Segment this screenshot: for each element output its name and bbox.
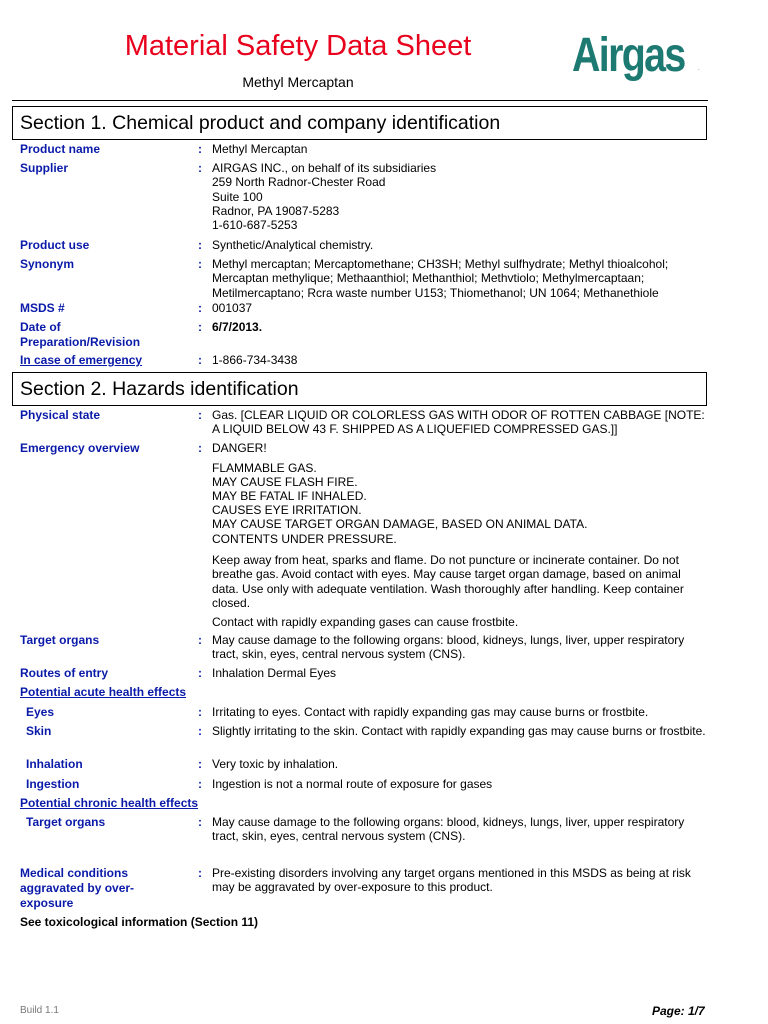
acute-skin-value: Slightly irritating to the skin. Contact with rapidly expanding gas may cause burns or frostbite. [212, 724, 706, 738]
hazard-statement: FLAMMABLE GAS. [212, 461, 317, 475]
frostbite-statement: Contact with rapidly expanding gases can cause frostbite. [212, 615, 519, 629]
colon: : [198, 866, 202, 880]
logo-registered-mark: . [698, 66, 700, 72]
colon: : [198, 408, 202, 422]
hazard-statement: CAUSES EYE IRRITATION. [212, 503, 362, 517]
acute-ingestion-label: Ingestion [26, 777, 80, 791]
section-1-heading [12, 106, 707, 140]
acute-skin-label: Skin [26, 724, 52, 738]
acute-inhalation-value: Very toxic by inhalation. [212, 757, 339, 771]
acute-eyes-label: Eyes [26, 705, 55, 719]
supplier-phone: 1-610-687-5253 [212, 218, 298, 232]
routes-of-entry-label: Routes of entry [20, 666, 109, 680]
date-of-preparation-label: Date of Preparation/Revision [20, 320, 141, 349]
colon: : [198, 815, 202, 829]
colon: : [198, 257, 202, 271]
header-rule [12, 100, 708, 101]
product-name-value: Methyl Mercaptan [212, 142, 308, 156]
msds-number-value: 001037 [212, 301, 253, 315]
physical-state-label: Physical state [20, 408, 101, 422]
supplier-address-line3: Radnor, PA 19087-5283 [212, 204, 340, 218]
physical-state-value: Gas. [CLEAR LIQUID OR COLORLESS GAS WITH ODOR OF ROTTEN CABBAGE [NOTE: A LIQUID BELOW 43 F. SHIPPED AS A LIQUEFIED COMPRESSED GAS.]] [212, 408, 705, 437]
colon: : [198, 666, 202, 680]
acute-ingestion-value: Ingestion is not a normal route of exposure for gases [212, 777, 493, 791]
signal-word: DANGER! [212, 441, 267, 455]
product-use-value: Synthetic/Analytical chemistry. [212, 238, 374, 252]
emergency-overview-label: Emergency overview [20, 441, 140, 455]
colon: : [198, 353, 202, 367]
hazard-statement: MAY CAUSE FLASH FIRE. [212, 475, 358, 489]
hazard-statement: MAY BE FATAL IF INHALED. [212, 489, 367, 503]
colon: : [198, 301, 202, 315]
target-organs-value: May cause damage to the following organs: blood, kidneys, lungs, liver, upper respiratory tract, skin, eyes, central nervous system (CNS). [212, 633, 685, 662]
product-use-label: Product use [20, 238, 90, 252]
routes-of-entry-value: Inhalation Dermal Eyes [212, 666, 337, 680]
synonym-value: Methyl mercaptan; Mercaptomethane; CH3SH; Methyl sulfhydrate; Methyl thioalcohol; Mercaptan methylique; Methaanthiol; Methanthiol; Methvtiolo; Methylmercaptaan; Metilmercaptano; Rcra waste number U153; Thiomethanol; UN 1064; Methanethiole [212, 257, 669, 300]
see-toxicological-info: See toxicological information (Section 11) [20, 915, 259, 929]
synonym-label: Synonym [20, 257, 75, 271]
acute-health-effects-link[interactable]: Potential acute health effects [20, 685, 187, 699]
target-organs-label: Target organs [20, 633, 100, 647]
section-2-heading-text: Section 2. Hazards identification [20, 378, 299, 400]
colon: : [198, 757, 202, 771]
acute-eyes-value: Irritating to eyes. Contact with rapidly expanding gas may cause burns or frostbite. [212, 705, 649, 719]
acute-inhalation-label: Inhalation [26, 757, 83, 771]
document-title: Material Safety Data Sheet [124, 30, 472, 62]
colon: : [198, 777, 202, 791]
page-number: Page: 1/7 [652, 1004, 705, 1018]
date-of-preparation-value: 6/7/2013. [212, 320, 263, 334]
section-1-heading-text: Section 1. Chemical product and company identification [20, 112, 501, 134]
build-version: Build 1.1 [20, 1005, 59, 1016]
colon: : [198, 320, 202, 334]
chronic-target-organs-value: May cause damage to the following organs: blood, kidneys, lungs, liver, upper respiratory tract, skin, eyes, central nervous system (CNS). [212, 815, 685, 844]
hazard-statement: CONTENTS UNDER PRESSURE. [212, 532, 397, 546]
product-name-label: Product name [20, 142, 101, 156]
chronic-target-organs-label: Target organs [26, 815, 106, 829]
emergency-phone-value: 1-866-734-3438 [212, 353, 298, 367]
chronic-health-effects-link[interactable]: Potential chronic health effects [20, 796, 199, 810]
section-2-heading [12, 372, 707, 406]
product-subtitle: Methyl Mercaptan [242, 74, 354, 90]
medical-conditions-label: Medical conditions aggravated by over-exposure [20, 866, 135, 910]
airgas-logo: Airgas [572, 29, 685, 82]
medical-conditions-value: Pre-existing disorders involving any target organs mentioned in this MSDS as being at risk may be aggravated by over-exposure to this product. [212, 866, 691, 895]
supplier-label: Supplier [20, 161, 69, 175]
colon: : [198, 142, 202, 156]
colon: : [198, 238, 202, 252]
emergency-link[interactable]: In case of emergency [20, 353, 143, 367]
hazard-statement: MAY CAUSE TARGET ORGAN DAMAGE, BASED ON ANIMAL DATA. [212, 517, 588, 531]
colon: : [198, 633, 202, 647]
supplier-address-line2: Suite 100 [212, 189, 263, 204]
precautionary-statement: Keep away from heat, sparks and flame. Do not puncture or incinerate container. Do not breathe gas. Avoid contact with eyes. May cause target organ damage, based on animal data. Use only with adequate ventilation. Wash thoroughly after handling. Keep container closed. [212, 553, 684, 610]
colon: : [198, 724, 202, 738]
colon: : [198, 441, 202, 455]
supplier-name: AIRGAS INC., on behalf of its subsidiaries [212, 161, 437, 175]
msds-number-label: MSDS # [20, 301, 65, 315]
colon: : [198, 161, 202, 175]
colon: : [198, 705, 202, 719]
supplier-address-line1: 259 North Radnor-Chester Road [212, 175, 386, 189]
